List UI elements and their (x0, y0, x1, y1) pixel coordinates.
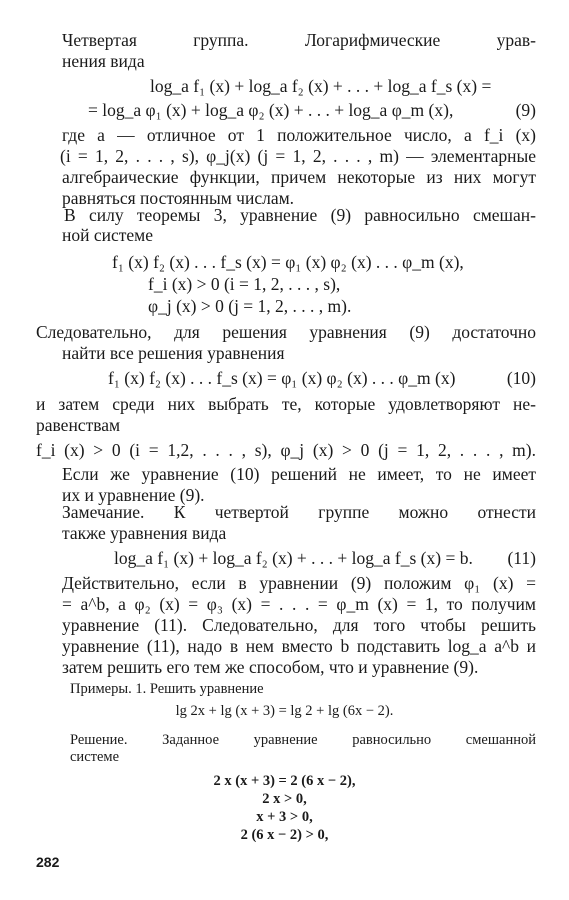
formula-line: = log_a φ₁ (x) + log_a φ₂ (x) + . . . + log_a φ_m (x), (88, 100, 454, 120)
text-line: = a^b, а φ₂ (x) = φ₃ (x) = . . . = φ_m (x) = 1, то получим (62, 594, 536, 614)
formula-line: lg 2x + lg (x + 3) = lg 2 + lg (6x − 2). (175, 703, 394, 719)
equation-number: (11) (507, 548, 536, 568)
text-line: уравнение (11). Следовательно, для того чтобы решить (62, 615, 536, 635)
text-line: Если же уравнение (10) решений не имеет, то не имеет (62, 464, 536, 484)
formula-line: 2 x > 0, (262, 791, 307, 807)
formula-line: log_a f₁ (x) + log_a f₂ (x) + . . . + log_a f_s (x) = b. (114, 548, 473, 568)
text-line: Действительно, если в уравнении (9) положим φ₁ (x) = (62, 573, 536, 593)
formula-line: x + 3 > 0, (256, 809, 313, 825)
text-line: алгебраические функции, причем некоторые из них могут (62, 167, 536, 187)
text-line: их и уравнение (9). (62, 485, 205, 505)
equation-number: (9) (515, 100, 536, 120)
text-line: Замечание. К четвертой группе можно отнести (62, 502, 536, 522)
text-line: (i = 1, 2, . . . , s), φ_j(x) (j = 1, 2, . . . , m) — элементарные (60, 146, 536, 166)
text-line: Четвертая группа. Логарифмические урав- (62, 30, 536, 50)
text-line: равняться постоянным числам. (62, 188, 295, 208)
formula-line: log_a f₁ (x) + log_a f₂ (x) + . . . + log_a f_s (x) = (150, 76, 492, 96)
text-line: найти все решения уравнения (62, 343, 285, 363)
examples-heading: Примеры. 1. Решить уравнение (70, 681, 264, 697)
text-line: ной системе (62, 225, 154, 245)
formula-line: f_i (x) > 0 (i = 1, 2, . . . , s), (148, 274, 341, 294)
text-line: В силу теоремы 3, уравнение (9) равносильно смешан- (64, 205, 536, 225)
text-line: равенствам (36, 415, 121, 435)
text-line: также уравнения вида (62, 523, 227, 543)
text-line: Следовательно, для решения уравнения (9) достаточно (36, 322, 536, 342)
formula-line: f_i (x) > 0 (i = 1,2, . . . , s), φ_j (x) > 0 (j = 1, 2, . . . , m). (36, 440, 536, 460)
formula-line: f₁ (x) f₂ (x) . . . f_s (x) = φ₁ (x) φ₂ (x) . . . φ_m (x), (112, 252, 464, 272)
text-line: и затем среди них выбрать те, которые удовлетворяют не- (36, 394, 536, 414)
text-line: где a — отличное от 1 положительное число, а f_i (x) (62, 125, 536, 145)
solution-line: системе (70, 749, 120, 765)
formula-line: 2 (6 x − 2) > 0, (240, 827, 329, 843)
text-line: уравнение (11), надо в нем вместо b подставить log_a a^b и (62, 636, 536, 656)
formula-line: φ_j (x) > 0 (j = 1, 2, . . . , m). (148, 296, 352, 316)
page-number: 282 (36, 854, 60, 870)
text-line: затем решить его тем же способом, что и уравнение (9). (62, 657, 479, 677)
solution-line: Решение. Заданное уравнение равносильно смешанной (70, 732, 536, 748)
equation-number: (10) (506, 368, 536, 388)
text-line: нения вида (62, 51, 145, 71)
formula-line: 2 x (x + 3) = 2 (6 x − 2), (213, 773, 356, 789)
formula-line: f₁ (x) f₂ (x) . . . f_s (x) = φ₁ (x) φ₂ (x) . . . φ_m (x) (108, 368, 456, 388)
